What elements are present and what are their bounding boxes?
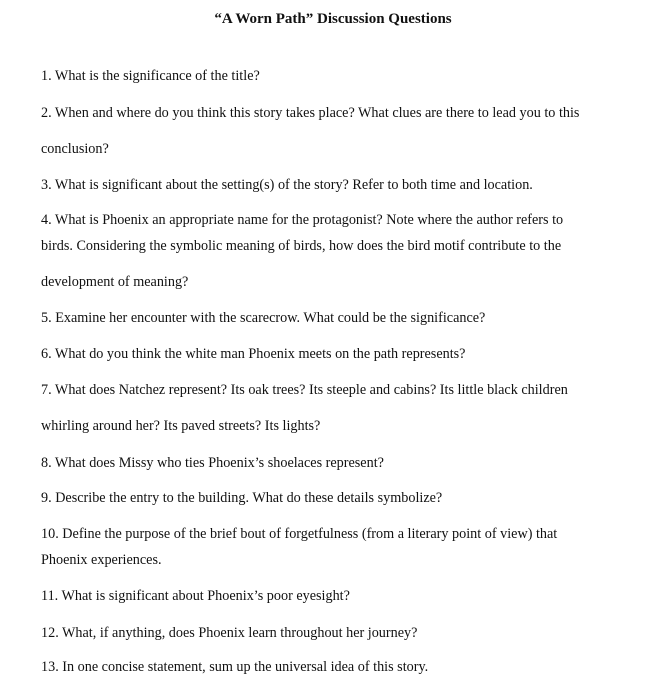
question-11-line-1: 11. What is significant about Phoenix’s poor eyesight? [41,588,350,604]
question-9-line-1: 9. Describe the entry to the building. What do these details symbolize? [41,490,443,506]
question-8-line-1: 8. What does Missy who ties Phoenix’s shoelaces represent? [41,455,384,471]
question-12-line-1: 12. What, if anything, does Phoenix learn throughout her journey? [41,625,418,641]
question-6-line-1: 6. What do you think the white man Phoenix meets on the path represents? [41,346,466,362]
question-4-line-2: birds. Considering the symbolic meaning of birds, how does the bird motif contribute to the [41,238,562,254]
question-2-line-2: conclusion? [41,141,109,157]
question-1-line-1: 1. What is the significance of the title? [41,68,260,84]
page-title: “A Worn Path” Discussion Questions [214,11,452,27]
question-10-line-2: Phoenix experiences. [41,552,162,568]
question-2-line-1: 2. When and where do you think this story takes place? What clues are there to lead you to this [41,105,580,121]
question-4-line-1: 4. What is Phoenix an appropriate name for the protagonist? Note where the author refers to [41,212,564,228]
question-10-line-1: 10. Define the purpose of the brief bout of forgetfulness (from a literary point of view) that [41,526,558,542]
question-7-line-1: 7. What does Natchez represent? Its oak trees? Its steeple and cabins? Its little black children [41,382,568,398]
question-3-line-1: 3. What is significant about the setting(s) of the story? Refer to both time and location. [41,177,533,193]
question-5-line-1: 5. Examine her encounter with the scarecrow. What could be the significance? [41,310,486,326]
question-13-line-1: 13. In one concise statement, sum up the universal idea of this story. [41,659,429,675]
question-4-line-3: development of meaning? [41,274,189,290]
question-7-line-2: whirling around her? Its paved streets? Its lights? [41,418,321,434]
